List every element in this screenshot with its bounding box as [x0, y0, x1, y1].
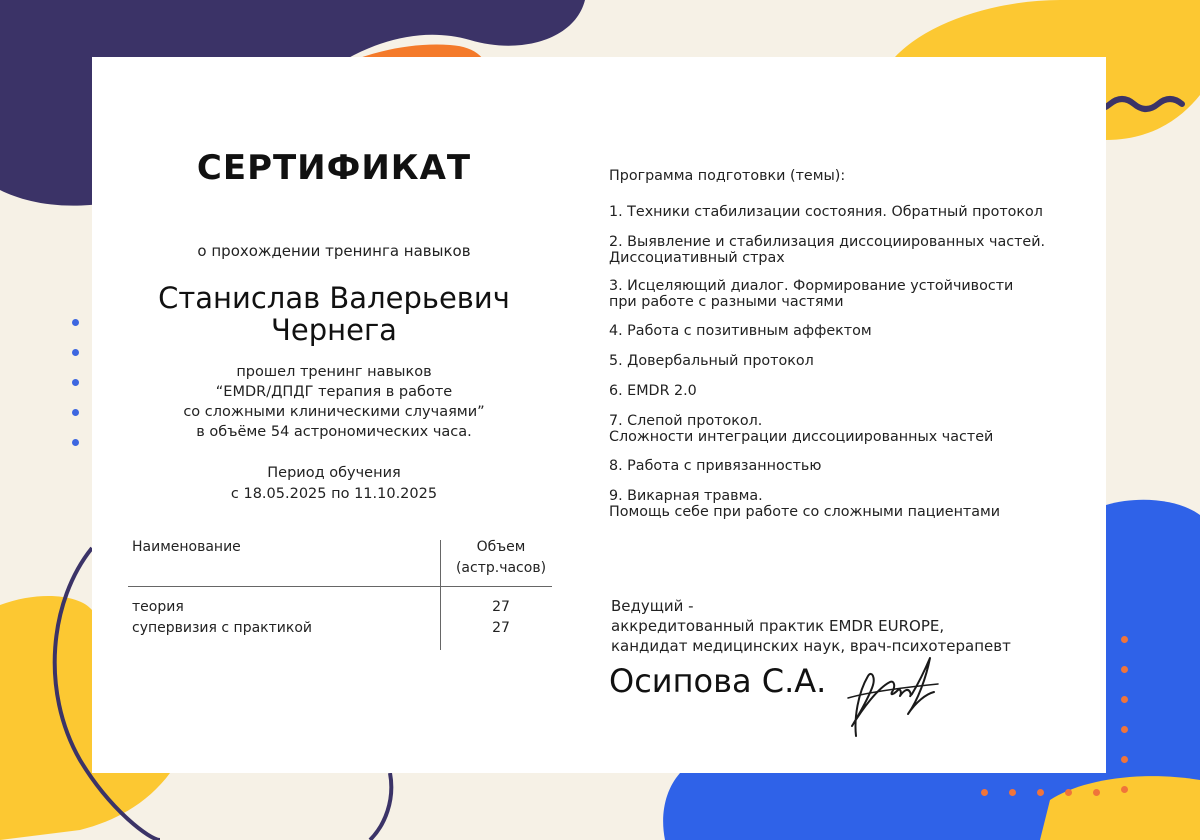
program-item-line: 8. Работа с привязанностью	[609, 458, 822, 474]
host-info	[611, 596, 1011, 656]
description-line: прошел тренинг навыков	[236, 364, 432, 380]
training-period	[92, 463, 576, 505]
program-item	[609, 323, 872, 339]
table-horizontal-divider	[128, 586, 552, 587]
table-header-volume-line1: Объем	[476, 539, 526, 555]
certificate-title: СЕРТИФИКАТ	[196, 148, 472, 188]
decorative-dot	[72, 439, 79, 446]
decorative-dot	[1093, 789, 1100, 796]
decorative-dot	[1121, 636, 1128, 643]
training-description	[92, 362, 576, 442]
program-item	[609, 413, 993, 445]
decorative-dot	[1121, 786, 1128, 793]
program-item-line: 4. Работа с позитивным аффектом	[609, 323, 872, 339]
decorative-dot	[72, 349, 79, 356]
host-signature-name: Осипова С.А.	[609, 662, 827, 700]
program-item-line: 9. Викарная травма.	[609, 488, 763, 504]
table-cell-hours: 27	[492, 599, 510, 615]
navy-arc-lower	[370, 773, 391, 840]
description-line: в объёме 54 астрономических часа.	[196, 424, 472, 440]
decorative-dot	[1009, 789, 1016, 796]
decorative-dot	[1121, 696, 1128, 703]
program-item-line: Сложности интеграции диссоциированных частей	[609, 429, 994, 445]
period-value: с 18.05.2025 по 11.10.2025	[230, 486, 438, 502]
table-cell-hours: 27	[492, 620, 510, 636]
decorative-dot	[1037, 789, 1044, 796]
decorative-dot	[1121, 756, 1128, 763]
program-item-line: 7. Слепой протокол.	[609, 413, 763, 429]
program-heading: Программа подготовки (темы):	[609, 168, 846, 184]
decorative-dot	[1121, 666, 1128, 673]
host-line: кандидат медицинских наук, врач-психотерапевт	[611, 637, 1011, 655]
host-line: Ведущий -	[611, 597, 694, 615]
program-item	[609, 458, 821, 474]
table-header-volume-line2: (астр.часов)	[455, 560, 547, 576]
program-item	[609, 383, 697, 399]
program-item-line: 1. Техники стабилизации состояния. Обратный протокол	[609, 204, 1043, 220]
table-header-name: Наименование	[132, 539, 241, 555]
program-item	[609, 234, 1045, 266]
certificate-subtitle: о прохождении тренинга навыков	[197, 242, 471, 260]
program-item	[609, 278, 1013, 310]
program-item	[609, 353, 814, 369]
handwritten-signature	[838, 648, 948, 743]
table-cell-name: супервизия с практикой	[132, 620, 312, 636]
program-item-line: 5. Довербальный протокол	[609, 353, 814, 369]
decorative-dot	[1121, 726, 1128, 733]
program-item-line: 6. EMDR 2.0	[609, 383, 697, 399]
program-item	[609, 204, 1043, 220]
program-item	[609, 488, 1000, 520]
period-label: Период обучения	[267, 465, 401, 481]
decorative-dot	[72, 379, 79, 386]
table-header-volume	[446, 537, 556, 579]
table-row	[132, 597, 312, 639]
program-item-line: 3. Исцеляющий диалог. Формирование устойчивости	[609, 278, 1014, 294]
program-item-line: Помощь себе при работе со сложными пациентами	[609, 504, 1001, 520]
description-line: со сложными клиническими случаями”	[183, 404, 485, 420]
table-cell-name: теория	[132, 599, 184, 615]
program-item-line: Диссоциативный страх	[609, 250, 785, 266]
table-row-hours	[446, 597, 556, 639]
decorative-dot	[981, 789, 988, 796]
host-line: аккредитованный практик EMDR EUROPE,	[611, 617, 945, 635]
recipient-name-line2: Чернега	[271, 313, 397, 347]
description-line: “EMDR/ДПДГ терапия в работе	[215, 384, 453, 400]
recipient-name-line1: Станислав Валерьевич	[158, 281, 510, 315]
decorative-dot	[1065, 789, 1072, 796]
recipient-name	[92, 282, 576, 346]
program-item-line: 2. Выявление и стабилизация диссоциированных частей.	[609, 234, 1046, 250]
decorative-dot	[72, 319, 79, 326]
table-vertical-divider	[440, 540, 441, 650]
decorative-dot	[72, 409, 79, 416]
program-item-line: при работе с разными частями	[609, 294, 844, 310]
